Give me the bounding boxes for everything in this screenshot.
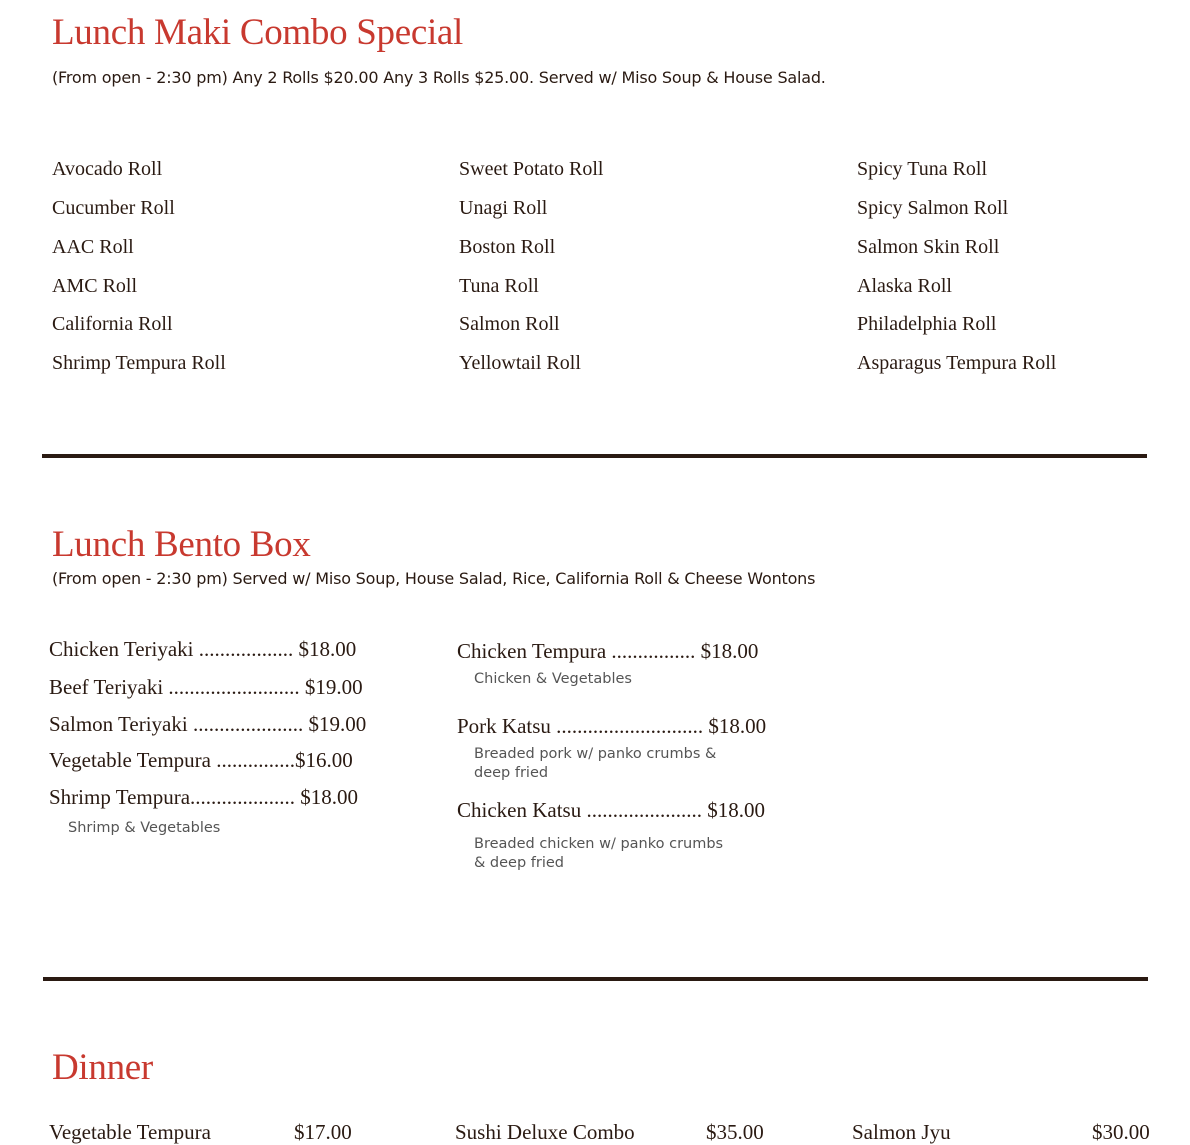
- menu-item: Chicken Teriyaki .................. $18.00: [49, 637, 357, 661]
- menu-item: Shrimp Tempura.................... $18.00: [49, 785, 359, 809]
- menu-item: Pork Katsu ............................ $18.00: [457, 714, 767, 738]
- menu-item-price: $30.00: [1092, 1120, 1150, 1144]
- list-item: Spicy Salmon Roll: [857, 197, 1009, 219]
- list-item: Shrimp Tempura Roll: [52, 352, 226, 374]
- menu-item-description: Breaded pork w/ panko crumbs & deep fried: [474, 746, 717, 781]
- menu-item: Beef Teriyaki ......................... $19.00: [49, 675, 363, 699]
- menu-item: Salmon Teriyaki ..................... $19.00: [49, 712, 367, 736]
- list-item: AAC Roll: [52, 236, 134, 258]
- list-item: Sweet Potato Roll: [459, 158, 604, 180]
- list-item: Tuna Roll: [459, 275, 539, 297]
- list-item: AMC Roll: [52, 275, 138, 297]
- menu-item-price: $17.00: [294, 1120, 352, 1144]
- list-item: Salmon Roll: [459, 313, 560, 335]
- section-divider: [42, 454, 1147, 458]
- list-item: Avocado Roll: [52, 158, 163, 180]
- menu-item-name: Salmon Jyu: [852, 1120, 951, 1144]
- list-item: Asparagus Tempura Roll: [857, 352, 1057, 374]
- list-item: Unagi Roll: [459, 197, 548, 219]
- menu-item: Vegetable Tempura ...............$16.00: [49, 748, 353, 772]
- menu-item-description: Shrimp & Vegetables: [68, 820, 221, 836]
- maki-section-subtitle: (From open - 2:30 pm) Any 2 Rolls $20.00 Any 3 Rolls $25.00. Served w/ Miso Soup & House Salad.: [52, 68, 826, 87]
- list-item: Philadelphia Roll: [857, 313, 997, 335]
- dinner-section-title: Dinner: [52, 1047, 153, 1088]
- menu-item: Chicken Katsu ...................... $18.00: [457, 798, 765, 822]
- list-item: Spicy Tuna Roll: [857, 158, 988, 180]
- list-item: Salmon Skin Roll: [857, 236, 1000, 258]
- menu-item-description: Chicken & Vegetables: [474, 671, 632, 687]
- section-divider: [43, 977, 1148, 981]
- menu-item: Chicken Tempura ................ $18.00: [457, 639, 759, 663]
- list-item: California Roll: [52, 313, 173, 335]
- menu-item-description: Breaded chicken w/ panko crumbs & deep fried: [474, 836, 724, 871]
- menu-item-name: Vegetable Tempura: [49, 1120, 211, 1144]
- list-item: Cucumber Roll: [52, 197, 175, 219]
- list-item: Boston Roll: [459, 236, 556, 258]
- list-item: Yellowtail Roll: [459, 352, 581, 374]
- bento-section-title: Lunch Bento Box: [52, 524, 311, 565]
- maki-section-title: Lunch Maki Combo Special: [52, 12, 464, 53]
- menu-item-name: Sushi Deluxe Combo: [455, 1120, 635, 1144]
- menu-item-price: $35.00: [706, 1120, 764, 1144]
- bento-section-subtitle: (From open - 2:30 pm) Served w/ Miso Soup, House Salad, Rice, California Roll & Cheese Wontons: [52, 569, 816, 588]
- list-item: Alaska Roll: [857, 275, 952, 297]
